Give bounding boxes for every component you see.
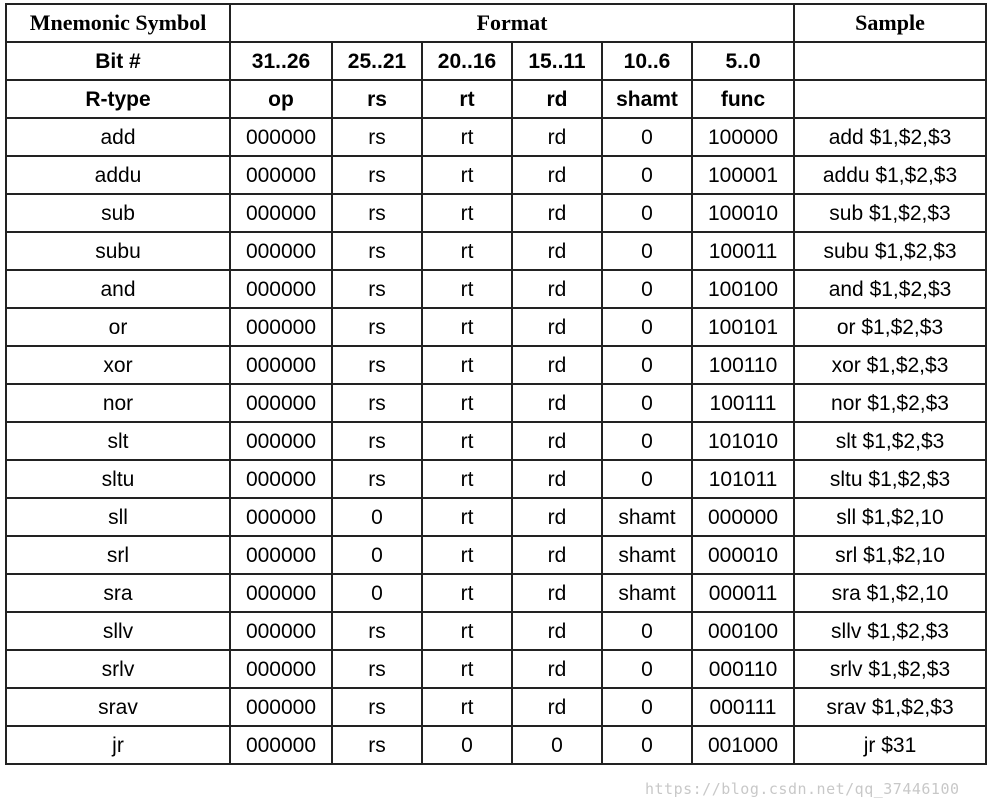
rs-cell: rs [332, 232, 422, 270]
shamt-cell: 0 [602, 726, 692, 764]
field-name-row [6, 80, 986, 118]
rt-cell: rt [422, 270, 512, 308]
sample-cell: slt $1,$2,$3 [794, 422, 986, 460]
op-cell: 000000 [230, 194, 332, 232]
table-row [6, 384, 986, 422]
field-name: rs [332, 80, 422, 118]
rd-cell: rd [512, 536, 602, 574]
field-name: rt [422, 80, 512, 118]
mnemonic-cell: sra [6, 574, 230, 612]
mnemonic-cell: sll [6, 498, 230, 536]
sample-cell: and $1,$2,$3 [794, 270, 986, 308]
rt-cell: rt [422, 118, 512, 156]
rt-cell: rt [422, 232, 512, 270]
rd-cell: rd [512, 118, 602, 156]
mnemonic-cell: addu [6, 156, 230, 194]
shamt-cell: 0 [602, 688, 692, 726]
rt-cell: rt [422, 688, 512, 726]
sample-cell: srav $1,$2,$3 [794, 688, 986, 726]
rs-cell: rs [332, 612, 422, 650]
bit-label: Bit # [6, 42, 230, 80]
table-row [6, 574, 986, 612]
mnemonic-header: Mnemonic Symbol [6, 4, 230, 42]
mnemonic-cell: nor [6, 384, 230, 422]
table-row [6, 422, 986, 460]
bit-sample-empty [794, 42, 986, 80]
type-label: R-type [6, 80, 230, 118]
sample-cell: srlv $1,$2,$3 [794, 650, 986, 688]
func-cell: 100100 [692, 270, 794, 308]
bit-range: 10..6 [602, 42, 692, 80]
rs-cell: rs [332, 270, 422, 308]
rd-cell: rd [512, 384, 602, 422]
shamt-cell: 0 [602, 422, 692, 460]
shamt-cell: 0 [602, 650, 692, 688]
mnemonic-cell: subu [6, 232, 230, 270]
rs-cell: rs [332, 650, 422, 688]
field-name: shamt [602, 80, 692, 118]
table-row [6, 536, 986, 574]
sample-cell: nor $1,$2,$3 [794, 384, 986, 422]
mnemonic-cell: srav [6, 688, 230, 726]
sample-cell: subu $1,$2,$3 [794, 232, 986, 270]
func-cell: 000100 [692, 612, 794, 650]
func-cell: 000000 [692, 498, 794, 536]
bit-range: 5..0 [692, 42, 794, 80]
rs-cell: rs [332, 460, 422, 498]
op-cell: 000000 [230, 384, 332, 422]
shamt-cell: 0 [602, 612, 692, 650]
op-cell: 000000 [230, 650, 332, 688]
field-name: op [230, 80, 332, 118]
rd-cell: rd [512, 650, 602, 688]
shamt-cell: 0 [602, 308, 692, 346]
mnemonic-cell: and [6, 270, 230, 308]
sample-cell: addu $1,$2,$3 [794, 156, 986, 194]
table-row [6, 498, 986, 536]
func-cell: 100110 [692, 346, 794, 384]
op-cell: 000000 [230, 460, 332, 498]
rd-cell: rd [512, 194, 602, 232]
mnemonic-cell: sltu [6, 460, 230, 498]
rt-cell: rt [422, 498, 512, 536]
mnemonic-cell: sub [6, 194, 230, 232]
rs-cell: rs [332, 384, 422, 422]
shamt-cell: 0 [602, 270, 692, 308]
table-row [6, 156, 986, 194]
rs-cell: rs [332, 422, 422, 460]
rd-cell: rd [512, 422, 602, 460]
rs-cell: rs [332, 194, 422, 232]
table-row [6, 118, 986, 156]
field-sample-empty [794, 80, 986, 118]
op-cell: 000000 [230, 232, 332, 270]
shamt-cell: shamt [602, 574, 692, 612]
bit-number-row [6, 42, 986, 80]
func-cell: 101011 [692, 460, 794, 498]
rt-cell: rt [422, 574, 512, 612]
shamt-cell: shamt [602, 498, 692, 536]
rs-cell: rs [332, 688, 422, 726]
op-cell: 000000 [230, 308, 332, 346]
field-name: rd [512, 80, 602, 118]
rs-cell: rs [332, 118, 422, 156]
sample-cell: or $1,$2,$3 [794, 308, 986, 346]
sample-cell: sll $1,$2,10 [794, 498, 986, 536]
sample-cell: sltu $1,$2,$3 [794, 460, 986, 498]
func-cell: 100000 [692, 118, 794, 156]
rt-cell: rt [422, 536, 512, 574]
mnemonic-cell: xor [6, 346, 230, 384]
table-row [6, 726, 986, 764]
table-row [6, 460, 986, 498]
rd-cell: rd [512, 574, 602, 612]
table-row [6, 650, 986, 688]
op-cell: 000000 [230, 156, 332, 194]
op-cell: 000000 [230, 422, 332, 460]
rd-cell: rd [512, 270, 602, 308]
rd-cell: rd [512, 232, 602, 270]
rt-cell: rt [422, 346, 512, 384]
func-cell: 100010 [692, 194, 794, 232]
rt-cell: rt [422, 612, 512, 650]
rs-cell: 0 [332, 536, 422, 574]
func-cell: 000111 [692, 688, 794, 726]
func-cell: 000011 [692, 574, 794, 612]
op-cell: 000000 [230, 688, 332, 726]
sample-cell: xor $1,$2,$3 [794, 346, 986, 384]
func-cell: 101010 [692, 422, 794, 460]
table-row [6, 612, 986, 650]
op-cell: 000000 [230, 270, 332, 308]
rt-cell: 0 [422, 726, 512, 764]
rd-cell: rd [512, 498, 602, 536]
rd-cell: rd [512, 156, 602, 194]
mnemonic-cell: add [6, 118, 230, 156]
op-cell: 000000 [230, 118, 332, 156]
table-row [6, 270, 986, 308]
op-cell: 000000 [230, 498, 332, 536]
sample-cell: sra $1,$2,10 [794, 574, 986, 612]
rt-cell: rt [422, 156, 512, 194]
rs-cell: rs [332, 346, 422, 384]
sample-cell: add $1,$2,$3 [794, 118, 986, 156]
table-row [6, 232, 986, 270]
bit-range: 15..11 [512, 42, 602, 80]
shamt-cell: 0 [602, 118, 692, 156]
format-header: Format [230, 4, 794, 42]
rd-cell: rd [512, 346, 602, 384]
table-body [6, 4, 986, 764]
rs-cell: 0 [332, 574, 422, 612]
shamt-cell: 0 [602, 460, 692, 498]
sample-cell: sub $1,$2,$3 [794, 194, 986, 232]
bit-range: 31..26 [230, 42, 332, 80]
table-row [6, 194, 986, 232]
mnemonic-cell: jr [6, 726, 230, 764]
rd-cell: rd [512, 612, 602, 650]
table-row [6, 688, 986, 726]
table-row [6, 346, 986, 384]
rt-cell: rt [422, 308, 512, 346]
rs-cell: rs [332, 156, 422, 194]
rs-cell: rs [332, 726, 422, 764]
shamt-cell: 0 [602, 156, 692, 194]
func-cell: 000110 [692, 650, 794, 688]
shamt-cell: 0 [602, 194, 692, 232]
rd-cell: 0 [512, 726, 602, 764]
op-cell: 000000 [230, 726, 332, 764]
rd-cell: rd [512, 688, 602, 726]
shamt-cell: 0 [602, 384, 692, 422]
func-cell: 100111 [692, 384, 794, 422]
sample-cell: srl $1,$2,10 [794, 536, 986, 574]
mnemonic-cell: srl [6, 536, 230, 574]
op-cell: 000000 [230, 612, 332, 650]
bit-range: 25..21 [332, 42, 422, 80]
rd-cell: rd [512, 308, 602, 346]
shamt-cell: shamt [602, 536, 692, 574]
rt-cell: rt [422, 650, 512, 688]
op-cell: 000000 [230, 536, 332, 574]
op-cell: 000000 [230, 574, 332, 612]
bit-range: 20..16 [422, 42, 512, 80]
shamt-cell: 0 [602, 232, 692, 270]
op-cell: 000000 [230, 346, 332, 384]
mnemonic-cell: slt [6, 422, 230, 460]
mnemonic-cell: or [6, 308, 230, 346]
rt-cell: rt [422, 384, 512, 422]
rt-cell: rt [422, 422, 512, 460]
instruction-format-table [5, 3, 987, 765]
func-cell: 000010 [692, 536, 794, 574]
rt-cell: rt [422, 460, 512, 498]
rs-cell: 0 [332, 498, 422, 536]
rt-cell: rt [422, 194, 512, 232]
func-cell: 100101 [692, 308, 794, 346]
table-row [6, 308, 986, 346]
header-row [6, 4, 986, 42]
func-cell: 100001 [692, 156, 794, 194]
sample-header: Sample [794, 4, 986, 42]
field-name: func [692, 80, 794, 118]
mnemonic-cell: srlv [6, 650, 230, 688]
rs-cell: rs [332, 308, 422, 346]
func-cell: 001000 [692, 726, 794, 764]
sample-cell: jr $31 [794, 726, 986, 764]
shamt-cell: 0 [602, 346, 692, 384]
rd-cell: rd [512, 460, 602, 498]
func-cell: 100011 [692, 232, 794, 270]
sample-cell: sllv $1,$2,$3 [794, 612, 986, 650]
mnemonic-cell: sllv [6, 612, 230, 650]
watermark-text: https://blog.csdn.net/qq_37446100 [645, 780, 960, 798]
